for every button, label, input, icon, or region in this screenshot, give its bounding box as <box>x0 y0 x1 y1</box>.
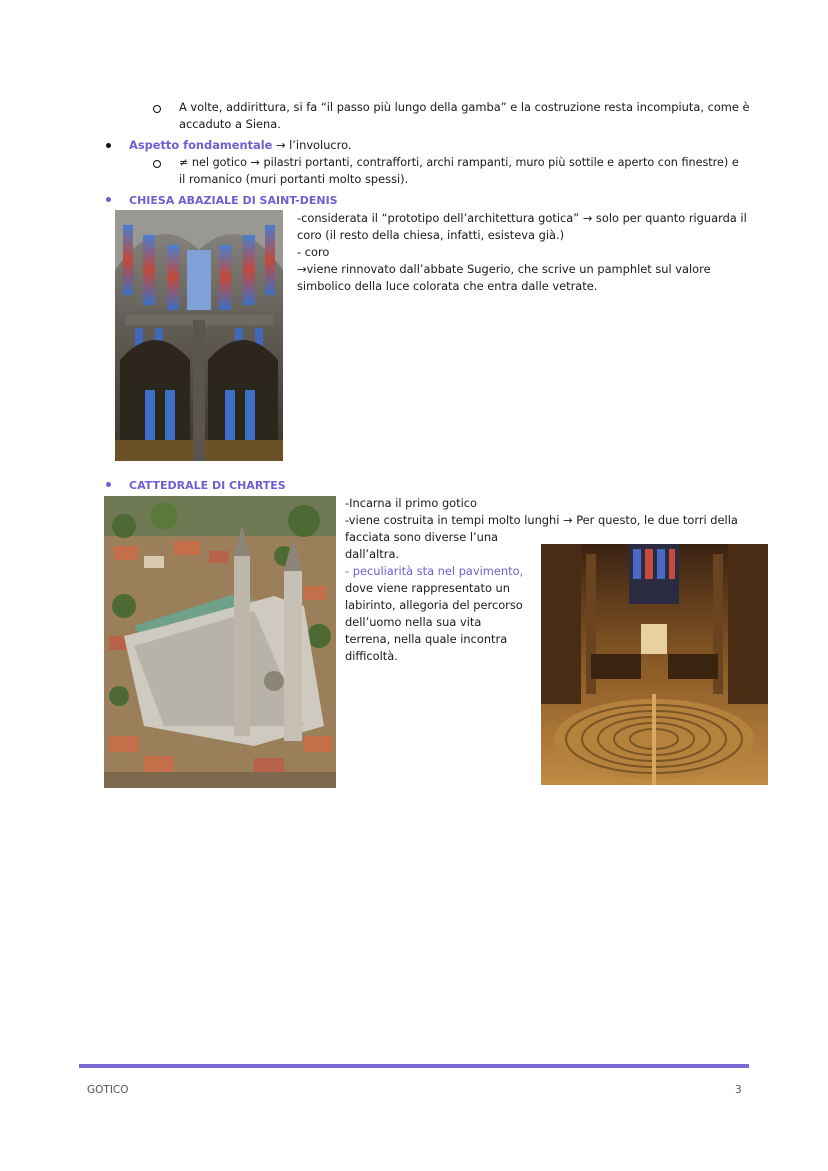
line-passo-a: A volte, addirittura, si fa “il passo più lungo della gamba” e la costruzione resta incompiuta, come è <box>179 100 750 114</box>
ch-line-1: -Incarna il primo gotico <box>345 496 478 510</box>
bullet-icon <box>106 197 111 202</box>
sd-line-3: - coro <box>297 245 330 259</box>
ch-line-4: dall’altra. <box>345 547 400 561</box>
bullet-icon <box>106 482 111 487</box>
aspetto-label: Aspetto fondamentale <box>129 138 273 152</box>
footer-title: GOTICO <box>87 1084 129 1096</box>
ch-line-9: terrena, nella quale incontra <box>345 632 508 646</box>
sd-line-4: →viene rinnovato dall’abbate Sugerio, che scrive un pamphlet sul valore <box>297 262 711 276</box>
sub-bullet-icon <box>153 160 161 168</box>
sub-bullet-icon <box>153 105 161 113</box>
ch-line-2: -viene costruita in tempi molto lunghi → Per questo, le due torri della <box>345 513 738 527</box>
chartres-labyrinth-photo <box>541 544 768 785</box>
saint-denis-heading: CHIESA ABAZIALE DI SAINT-DENIS <box>129 194 338 207</box>
footer-rule <box>79 1064 749 1068</box>
ch-line-6: dove viene rappresentato un <box>345 581 510 595</box>
ch-line-5-highlight: - peculiarità sta nel pavimento, <box>345 564 524 578</box>
bullet-icon <box>106 143 111 148</box>
ch-line-10: difficoltà. <box>345 649 398 663</box>
aspetto-rest: → l’involucro. <box>272 138 352 152</box>
chartres-aerial-photo <box>104 496 336 788</box>
sd-line-1: -considerata il “prototipo dell’architettura gotica” → solo per quanto riguarda il <box>297 211 747 225</box>
ch-line-8: dell’uomo nella sua vita <box>345 615 482 629</box>
aspetto-line <box>129 137 352 154</box>
saint-denis-photo <box>115 210 283 461</box>
ch-line-3: facciata sono diverse l’una <box>345 530 499 544</box>
page-number: 3 <box>735 1084 742 1096</box>
ch-line-7: labirinto, allegoria del percorso <box>345 598 523 612</box>
chartres-heading: CATTEDRALE DI CHARTES <box>129 479 286 492</box>
gotico-line-a: ≠ nel gotico → pilastri portanti, contrafforti, archi rampanti, muro più sottile e aperto con finestre) e <box>179 156 739 169</box>
sd-line-2: coro (il resto della chiesa, infatti, esisteva già.) <box>297 228 565 242</box>
sd-line-5: simbolico della luce colorata che entra dalle vetrate. <box>297 279 598 293</box>
gotico-line-b: il romanico (muri portanti molto spessi). <box>179 172 409 186</box>
line-passo-b: accaduto a Siena. <box>179 117 281 131</box>
